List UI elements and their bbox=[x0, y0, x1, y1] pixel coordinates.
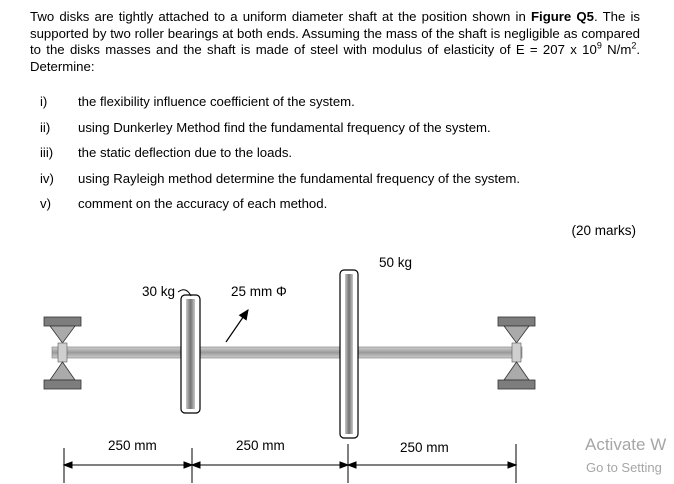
shaft bbox=[52, 347, 522, 358]
item-number: v) bbox=[40, 196, 51, 211]
shaft-diameter-label: 25 mm Φ bbox=[231, 284, 287, 299]
item-number: iv) bbox=[40, 170, 54, 186]
shaft-diagram bbox=[0, 245, 674, 484]
list-item bbox=[40, 94, 640, 120]
list-item bbox=[40, 145, 640, 171]
span2-label: 250 mm bbox=[236, 438, 285, 453]
settings-watermark: Go to Setting bbox=[586, 460, 662, 475]
disk1-mass-label: 30 kg bbox=[142, 284, 176, 299]
span3-label: 250 mm bbox=[400, 440, 449, 455]
exponent: 9 bbox=[596, 40, 602, 51]
disk-50kg bbox=[340, 270, 358, 438]
item-number: i) bbox=[40, 94, 48, 109]
activate-windows-watermark: Activate W bbox=[585, 435, 667, 454]
list-item bbox=[40, 120, 640, 146]
item-text: the static deflection due to the loads. bbox=[78, 145, 293, 160]
item-number: ii) bbox=[40, 119, 51, 135]
list-item bbox=[40, 171, 640, 197]
diameter-arrow bbox=[226, 310, 248, 342]
question-intro: Two disks are tightly attached to a uniform diameter shaft at the position shown in Figure Q5. The is supported by two roller bearings at both ends. Assuming the mass of the shaft is negligible as compared to the disks masses and the shaft is made of steel with modulus of elasticity of E = 207 x $10^9$ $N/m^2$. Determine: bbox=[30, 9, 640, 74]
disk2-mass-label: 50 kg bbox=[379, 255, 413, 270]
item-number: iii) bbox=[40, 145, 54, 160]
disk-30kg bbox=[181, 295, 200, 413]
unit-exponent: 2 bbox=[631, 40, 637, 51]
item-text: comment on the accuracy of each method. bbox=[78, 196, 328, 211]
span1-label: 250 mm bbox=[108, 438, 157, 453]
question-list bbox=[40, 94, 640, 222]
item-text: using Dunkerley Method find the fundamental frequency of the system. bbox=[78, 119, 491, 135]
item-text: the flexibility influence coefficient of the system. bbox=[78, 94, 355, 109]
marks-label: (20 marks) bbox=[571, 223, 636, 238]
item-text: using Rayleigh method determine the fundamental frequency of the system. bbox=[78, 170, 521, 186]
list-item bbox=[40, 196, 640, 222]
figure-reference: Figure Q5 bbox=[530, 9, 595, 24]
